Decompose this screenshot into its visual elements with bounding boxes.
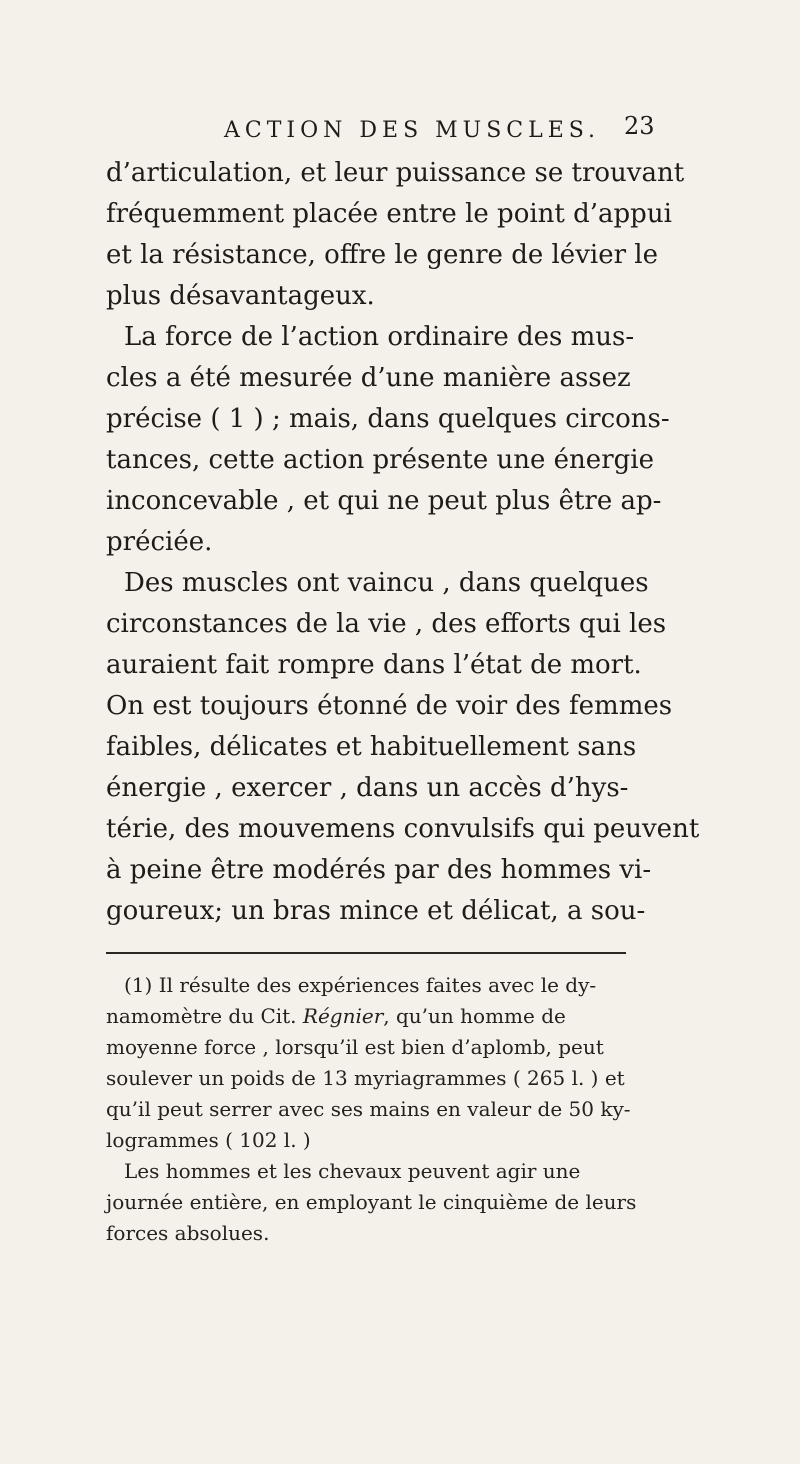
footnote-line: journée entière, en employant le cinquième de leurs bbox=[106, 1190, 637, 1214]
text-line: à peine être modérés par des hommes vi- bbox=[106, 855, 652, 885]
footnote-text: , qu’un homme de bbox=[383, 1004, 566, 1028]
text-line: faibles, délicates et habituellement sans bbox=[106, 732, 637, 762]
text-line: plus désavantageux. bbox=[106, 281, 375, 311]
footnote-line: (1) Il résulte des expériences faites avec le dy- bbox=[124, 973, 597, 997]
text-line: énergie , exercer , dans un accès d’hys- bbox=[106, 773, 629, 803]
footnote-line: forces absolues. bbox=[106, 1221, 270, 1245]
text-line: inconcevable , et qui ne peut plus être ap- bbox=[106, 486, 662, 516]
text-line: La force de l’action ordinaire des mus- bbox=[124, 322, 635, 352]
cited-author: Régnier bbox=[302, 1004, 384, 1028]
text-line: précise ( 1 ) ; mais, dans quelques circons- bbox=[106, 404, 670, 434]
text-line: térie, des mouvemens convulsifs qui peuvent bbox=[106, 814, 700, 844]
footnote-line: Les hommes et les chevaux peuvent agir une bbox=[124, 1159, 581, 1183]
text-line: Des muscles ont vaincu , dans quelques bbox=[124, 568, 649, 598]
text-line: auraient fait rompre dans l’état de mort. bbox=[106, 650, 642, 680]
running-head: ACTION DES MUSCLES. bbox=[224, 118, 601, 143]
footnote-line: soulever un poids de 13 myriagrammes ( 265 l. ) et bbox=[106, 1066, 625, 1090]
text-line: tances, cette action présente une énergie bbox=[106, 445, 654, 475]
text-line: goureux; un bras mince et délicat, a sou- bbox=[106, 896, 646, 926]
text-line: préciée. bbox=[106, 527, 213, 557]
text-line: On est toujours étonné de voir des femmes bbox=[106, 691, 673, 721]
text-line: et la résistance, offre le genre de lévier le bbox=[106, 240, 658, 270]
text-line: circonstances de la vie , des efforts qui les bbox=[106, 609, 667, 639]
footnote-line: moyenne force , lorsqu’il est bien d’aplomb, peut bbox=[106, 1035, 604, 1059]
footnote-line bbox=[106, 1006, 566, 1026]
footnote-line: logrammes ( 102 l. ) bbox=[106, 1128, 311, 1152]
footnote-divider bbox=[106, 952, 626, 954]
text-line: d’articulation, et leur puissance se trouvant bbox=[106, 158, 685, 188]
footnote-text: namomètre du Cit. bbox=[106, 1004, 303, 1028]
text-line: fréquemment placée entre le point d’appui bbox=[106, 199, 672, 229]
text-line: cles a été mesurée d’une manière assez bbox=[106, 363, 631, 393]
page-number: 23 bbox=[624, 112, 655, 140]
footnote-line: qu’il peut serrer avec ses mains en valeur de 50 ky- bbox=[106, 1097, 631, 1121]
